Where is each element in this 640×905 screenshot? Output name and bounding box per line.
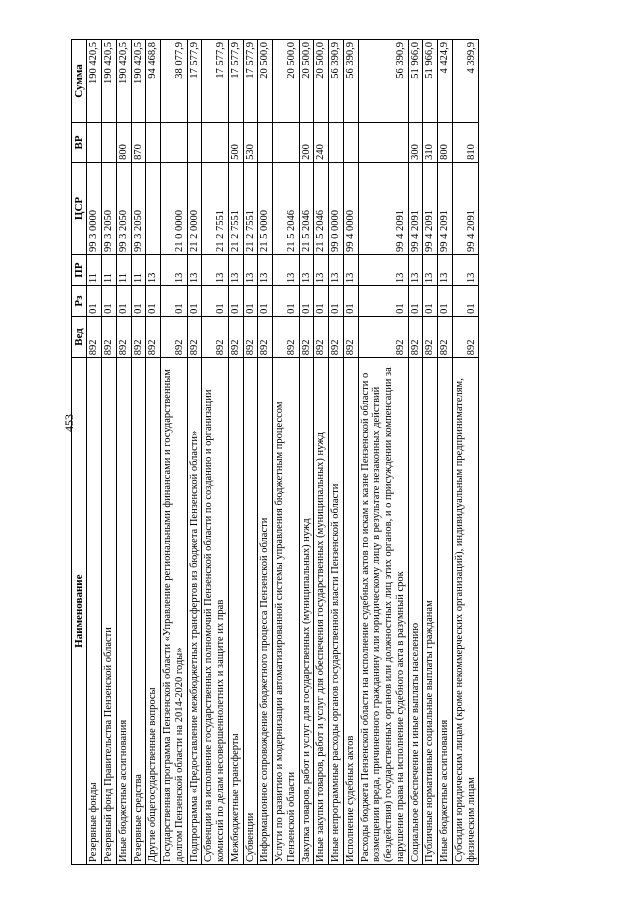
cell-name: Другие общегосударственные вопросы [146, 358, 161, 865]
table-row [314, 40, 329, 865]
cell-csr: 99 4 0000 [343, 162, 358, 254]
header-vr: ВР [72, 122, 87, 162]
cell-rz: 01 [343, 286, 358, 317]
header-csr: ЦСР [72, 162, 87, 254]
cell-ved: 892 [243, 316, 258, 357]
cell-name: Закупка товаров, работ и услуг для государственных (муниципальных) нужд [299, 358, 314, 865]
table-row [87, 40, 102, 865]
cell-name: Резервный фонд Правительства Пензенской области [102, 358, 117, 865]
cell-rz: 01 [273, 286, 300, 317]
cell-vr [358, 122, 408, 162]
cell-csr: 99 3 2050 [102, 162, 117, 254]
cell-pr: 13 [187, 255, 202, 286]
cell-rz: 01 [87, 286, 102, 317]
cell-csr: 21 2 0000 [187, 162, 202, 254]
cell-name: Резервные фонды [87, 358, 102, 865]
cell-sum: 51 966,0 [423, 40, 438, 123]
cell-rz: 01 [438, 286, 453, 317]
cell-vr [161, 122, 188, 162]
cell-csr: 99 3 0000 [87, 162, 102, 254]
cell-rz: 01 [299, 286, 314, 317]
cell-pr: 13 [329, 255, 344, 286]
cell-rz: 01 [202, 286, 229, 317]
cell-sum: 56 390,9 [329, 40, 344, 123]
cell-vr [258, 122, 273, 162]
table-row [438, 40, 453, 865]
table-header-row [72, 40, 87, 865]
cell-rz: 01 [358, 286, 408, 317]
cell-csr: 99 3 2050 [131, 162, 146, 254]
cell-pr: 13 [408, 255, 423, 286]
table-row [273, 40, 300, 865]
cell-sum: 190 420,5 [116, 40, 131, 123]
cell-pr: 13 [228, 255, 243, 286]
table-row [228, 40, 243, 865]
cell-sum: 51 966,0 [408, 40, 423, 123]
cell-vr: 300 [408, 122, 423, 162]
cell-sum: 4 399,9 [452, 40, 479, 123]
cell-name: Субсидии юридическим лицам (кроме некоммерческих организаций), индивидуальным предпринимателям, физическим лицам [452, 358, 479, 865]
cell-ved: 892 [161, 316, 188, 357]
cell-vr: 530 [243, 122, 258, 162]
cell-vr: 800 [438, 122, 453, 162]
cell-ved: 892 [314, 316, 329, 357]
cell-ved: 892 [343, 316, 358, 357]
cell-csr: 99 4 2091 [438, 162, 453, 254]
cell-pr: 11 [102, 255, 117, 286]
table-row [343, 40, 358, 865]
cell-ved: 892 [299, 316, 314, 357]
cell-ved: 892 [423, 316, 438, 357]
cell-rz: 01 [258, 286, 273, 317]
cell-vr: 310 [423, 122, 438, 162]
cell-ved: 892 [202, 316, 229, 357]
cell-sum: 17 577,9 [243, 40, 258, 123]
cell-csr: 21 2 7551 [228, 162, 243, 254]
header-ved: Вед [72, 316, 87, 357]
table-row [102, 40, 117, 865]
cell-sum: 17 577,9 [202, 40, 229, 123]
cell-sum: 94 468,8 [146, 40, 161, 123]
cell-name: Субвенции на исполнение государственных полномочий Пензенской области по созданию и организации комиссий по делам несовершеннолетних и защите их прав [202, 358, 229, 865]
table-row [358, 40, 408, 865]
table-row [299, 40, 314, 865]
cell-ved: 892 [438, 316, 453, 357]
cell-pr: 11 [131, 255, 146, 286]
cell-rz: 01 [102, 286, 117, 317]
cell-vr [187, 122, 202, 162]
cell-name: Исполнение судебных актов [343, 358, 358, 865]
cell-ved: 892 [116, 316, 131, 357]
cell-name: Субвенции [243, 358, 258, 865]
cell-vr [343, 122, 358, 162]
cell-csr: 21 5 0000 [258, 162, 273, 254]
cell-vr [202, 122, 229, 162]
cell-pr: 13 [423, 255, 438, 286]
cell-ved: 892 [102, 316, 117, 357]
cell-pr: 13 [243, 255, 258, 286]
cell-csr: 99 0 0000 [329, 162, 344, 254]
cell-vr: 810 [452, 122, 479, 162]
cell-csr: 99 4 2091 [358, 162, 408, 254]
header-name: Наименование [72, 358, 87, 865]
cell-sum: 190 420,5 [131, 40, 146, 123]
cell-pr: 13 [258, 255, 273, 286]
cell-vr [102, 122, 117, 162]
cell-csr: 21 5 2046 [273, 162, 300, 254]
cell-vr: 800 [116, 122, 131, 162]
cell-sum: 17 577,9 [228, 40, 243, 123]
cell-vr [146, 122, 161, 162]
cell-ved: 892 [452, 316, 479, 357]
cell-pr: 13 [161, 255, 188, 286]
cell-ved: 892 [258, 316, 273, 357]
cell-ved: 892 [358, 316, 408, 357]
table-row [423, 40, 438, 865]
cell-sum: 20 500,0 [314, 40, 329, 123]
table-row [161, 40, 188, 865]
cell-rz: 01 [161, 286, 188, 317]
table-row [258, 40, 273, 865]
cell-rz: 01 [423, 286, 438, 317]
table-row [187, 40, 202, 865]
table-row [202, 40, 229, 865]
cell-name: Иные закупки товаров, работ и услуг для обеспечения государственных (муниципальных) нужд [314, 358, 329, 865]
cell-pr: 13 [202, 255, 229, 286]
cell-pr: 13 [438, 255, 453, 286]
cell-pr: 11 [87, 255, 102, 286]
cell-ved: 892 [87, 316, 102, 357]
cell-rz: 01 [116, 286, 131, 317]
cell-rz: 01 [452, 286, 479, 317]
cell-rz: 01 [314, 286, 329, 317]
cell-pr: 13 [314, 255, 329, 286]
cell-csr: 99 4 2091 [423, 162, 438, 254]
header-rz: Рз [72, 286, 87, 317]
cell-ved: 892 [131, 316, 146, 357]
cell-pr: 13 [343, 255, 358, 286]
cell-csr: 21 2 7551 [202, 162, 229, 254]
header-pr: ПР [72, 255, 87, 286]
table-row [116, 40, 131, 865]
cell-vr: 870 [131, 122, 146, 162]
cell-rz: 01 [243, 286, 258, 317]
cell-name: Иные бюджетные ассигнования [116, 358, 131, 865]
table-row [329, 40, 344, 865]
cell-sum: 190 420,5 [87, 40, 102, 123]
cell-pr: 11 [116, 255, 131, 286]
cell-name: Подпрограмма «Предоставление межбюджетных трансфертов из бюджета Пензенской области» [187, 358, 202, 865]
cell-sum: 17 577,9 [187, 40, 202, 123]
cell-name: Информационное сопровождение бюджетного процесса Пензенской области [258, 358, 273, 865]
cell-vr [87, 122, 102, 162]
cell-ved: 892 [273, 316, 300, 357]
cell-pr: 13 [146, 255, 161, 286]
budget-table [71, 39, 479, 865]
cell-csr: 99 3 2050 [116, 162, 131, 254]
cell-rz: 01 [131, 286, 146, 317]
cell-name: Расходы бюджета Пензенской области на исполнение судебных актов по искам к казне Пензенской области о возмещении вреда, причиненного гражданину или юридическому лицу в результате незаконных действий (бездействия) государственных органов или должностных лиц этих органов, и о присуждении компенсации за нарушение права на исполнение судебного акта в разумный срок [358, 358, 408, 865]
cell-rz: 01 [228, 286, 243, 317]
cell-pr: 13 [358, 255, 408, 286]
cell-sum: 4 424,9 [438, 40, 453, 123]
cell-name: Межбюджетные трансферты [228, 358, 243, 865]
cell-ved: 892 [146, 316, 161, 357]
cell-pr: 13 [273, 255, 300, 286]
table-row [452, 40, 479, 865]
cell-rz: 01 [187, 286, 202, 317]
cell-pr: 13 [452, 255, 479, 286]
page-number: 453 [62, 414, 76, 432]
cell-csr [146, 162, 161, 254]
cell-name: Иные непрограммные расходы органов государственной власти Пензенской области [329, 358, 344, 865]
cell-name: Социальное обеспечение и иные выплаты населению [408, 358, 423, 865]
cell-rz: 01 [329, 286, 344, 317]
cell-csr: 99 4 2091 [452, 162, 479, 254]
header-sum: Сумма [72, 40, 87, 123]
cell-sum: 20 500,0 [273, 40, 300, 123]
cell-sum: 38 077,9 [161, 40, 188, 123]
budget-table-wrapper [71, 39, 479, 865]
cell-vr [273, 122, 300, 162]
cell-csr: 21 2 7551 [243, 162, 258, 254]
table-row [243, 40, 258, 865]
cell-csr: 21 0 0000 [161, 162, 188, 254]
cell-vr: 240 [314, 122, 329, 162]
cell-ved: 892 [187, 316, 202, 357]
cell-name: Резервные средства [131, 358, 146, 865]
cell-sum: 20 500,0 [299, 40, 314, 123]
table-body [87, 40, 479, 865]
table-row [408, 40, 423, 865]
cell-rz: 01 [408, 286, 423, 317]
cell-pr: 13 [299, 255, 314, 286]
cell-vr [329, 122, 344, 162]
cell-csr: 21 5 2046 [314, 162, 329, 254]
cell-vr: 200 [299, 122, 314, 162]
cell-csr: 99 4 2091 [408, 162, 423, 254]
cell-name: Публичные нормативные социальные выплаты гражданам [423, 358, 438, 865]
cell-vr: 500 [228, 122, 243, 162]
cell-ved: 892 [228, 316, 243, 357]
cell-ved: 892 [408, 316, 423, 357]
cell-sum: 190 420,5 [102, 40, 117, 123]
cell-sum: 20 500,0 [258, 40, 273, 123]
table-row [131, 40, 146, 865]
cell-sum: 56 390,9 [358, 40, 408, 123]
cell-name: Иные бюджетные ассигнования [438, 358, 453, 865]
cell-name: Государственная программа Пензенской области «Управление региональными финансами и государственным долгом Пензенской области на 2014-2020 годы» [161, 358, 188, 865]
cell-sum: 56 390,9 [343, 40, 358, 123]
cell-rz: 01 [146, 286, 161, 317]
cell-ved: 892 [329, 316, 344, 357]
cell-name: Услуги по развитию и модернизации автоматизированной системы управления бюджетным процессом Пензенской области [273, 358, 300, 865]
cell-csr: 21 5 2046 [299, 162, 314, 254]
table-row [146, 40, 161, 865]
